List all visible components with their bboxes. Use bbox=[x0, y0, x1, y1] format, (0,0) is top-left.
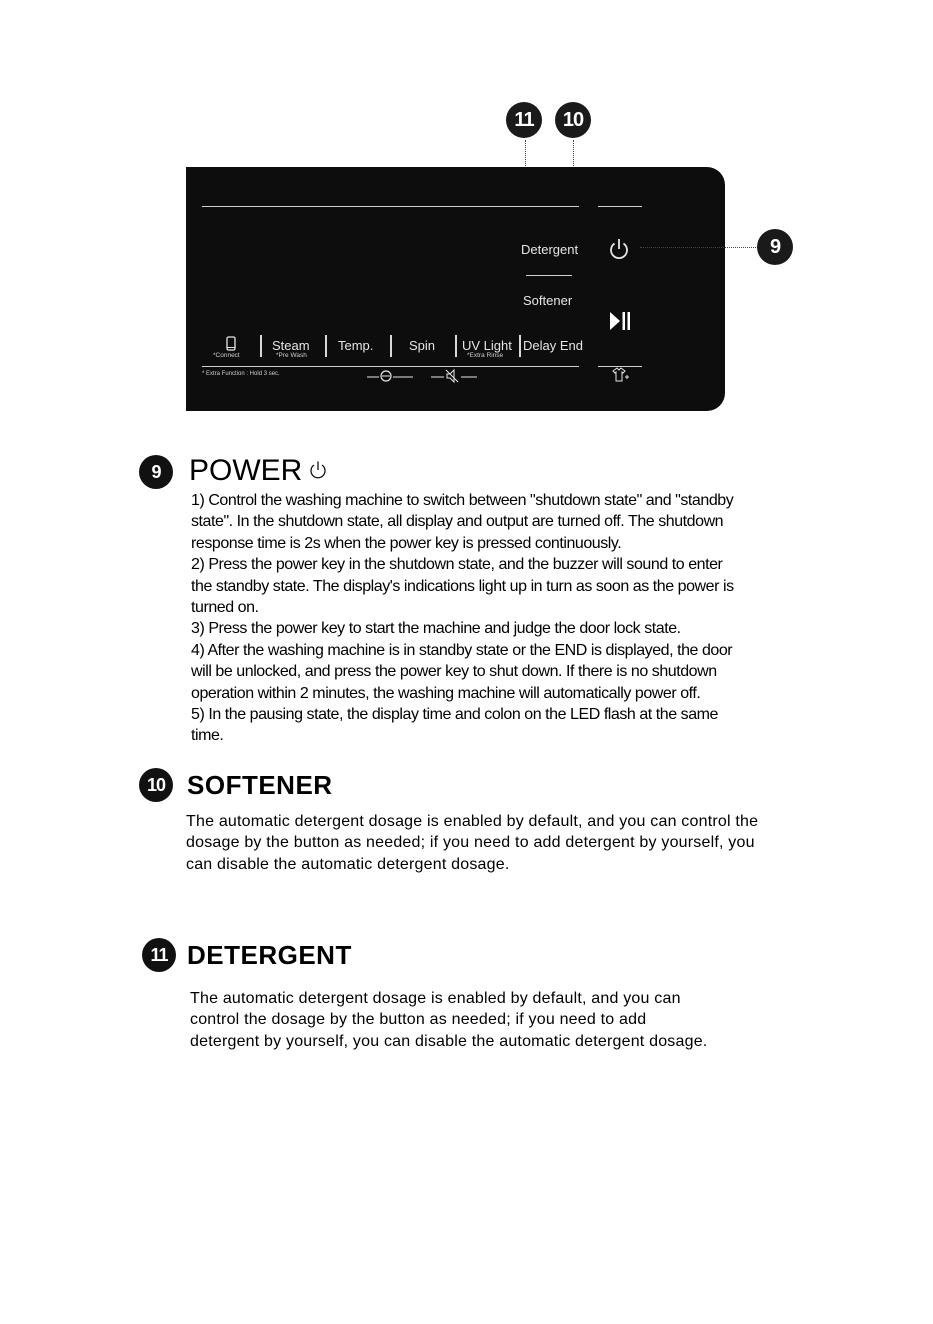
button-separator bbox=[260, 335, 262, 357]
connect-sub-label: *Connect bbox=[213, 352, 240, 359]
delay-end-button[interactable]: Delay End bbox=[523, 338, 583, 353]
detergent-button[interactable]: Detergent bbox=[521, 242, 579, 257]
callout-11-badge: 11 bbox=[506, 102, 542, 138]
uv-light-button[interactable]: UV Light bbox=[462, 338, 512, 353]
softener-section-body: The automatic detergent dosage is enabled by default, and you can control the dosage by the button as needed; if you need to add detergent by yourself, you can disable the automatic detergent dosage. bbox=[186, 813, 759, 873]
add-garment-indicator bbox=[610, 367, 630, 388]
power-button[interactable] bbox=[608, 237, 630, 266]
button-separator bbox=[390, 335, 392, 357]
detergent-section-badge: 11 bbox=[142, 938, 176, 972]
power-icon bbox=[309, 460, 327, 480]
power-section-title: POWER bbox=[189, 454, 303, 487]
temp-button[interactable]: Temp. bbox=[338, 338, 374, 353]
panel-bottom-line bbox=[202, 366, 579, 367]
power-section-body: 1) Control the washing machine to switch between "shutdown state" and "standby state". In the shutdown state, all display and output are turned off. The shutdown response time is 2s when the power key is pressed continuously. 2) Press the power key in the shutdown state, and the buzzer will sound to enter the standby state. The display's indications light up in turn as soon as the power is turned on. 3) Press the power key to start the machine and judge the door lock state. 4) After the washing machine is in standby state or the END is displayed, the door will be unlocked, and press the power key to shut down. If there is no shutdown operation within 2 minutes, the washing machine will automatically power off. 5) In the pausing state, the display time and colon on the LED flash at the same time. bbox=[191, 492, 734, 745]
mute-indicator bbox=[430, 368, 478, 389]
power-icon bbox=[608, 237, 630, 261]
detergent-softener-divider bbox=[526, 275, 572, 276]
steam-sub-label: *Pre Wash bbox=[276, 352, 307, 359]
softener-button[interactable]: Softener bbox=[523, 293, 573, 308]
softener-section-title: SOFTENER bbox=[187, 770, 333, 800]
button-separator bbox=[519, 335, 521, 357]
start-pause-button[interactable] bbox=[609, 310, 633, 337]
panel-top-line-right bbox=[598, 206, 642, 207]
panel-top-line bbox=[202, 206, 579, 207]
play-pause-icon bbox=[609, 310, 633, 332]
spin-button[interactable]: Spin bbox=[409, 338, 436, 353]
phone-icon bbox=[224, 336, 238, 352]
power-title-icon bbox=[309, 460, 327, 485]
callout-10-badge: 10 bbox=[555, 102, 591, 138]
button-separator bbox=[325, 335, 327, 357]
shirt-plus-icon bbox=[610, 367, 630, 383]
callout-9-leader bbox=[640, 247, 758, 248]
control-panel bbox=[186, 167, 725, 411]
detergent-section-body: The automatic detergent dosage is enabled by default, and you can control the dosage by the button as needed; if you need to add detergent by yourself, you can disable the automatic detergent dosage. bbox=[190, 990, 708, 1050]
power-section-badge: 9 bbox=[139, 455, 173, 489]
detergent-section-title: DETERGENT bbox=[187, 940, 352, 970]
steam-button[interactable]: Steam bbox=[272, 338, 310, 353]
lock-icon bbox=[366, 368, 414, 384]
callout-9-badge: 9 bbox=[757, 229, 793, 265]
button-separator bbox=[455, 335, 457, 357]
softener-section-badge: 10 bbox=[139, 768, 173, 802]
child-lock-indicator bbox=[366, 368, 414, 389]
extra-function-note: * Extra Function : Hold 3 sec. bbox=[202, 371, 280, 377]
mute-icon bbox=[430, 368, 478, 384]
uv-light-sub-label: *Extra Rinse bbox=[467, 352, 504, 359]
